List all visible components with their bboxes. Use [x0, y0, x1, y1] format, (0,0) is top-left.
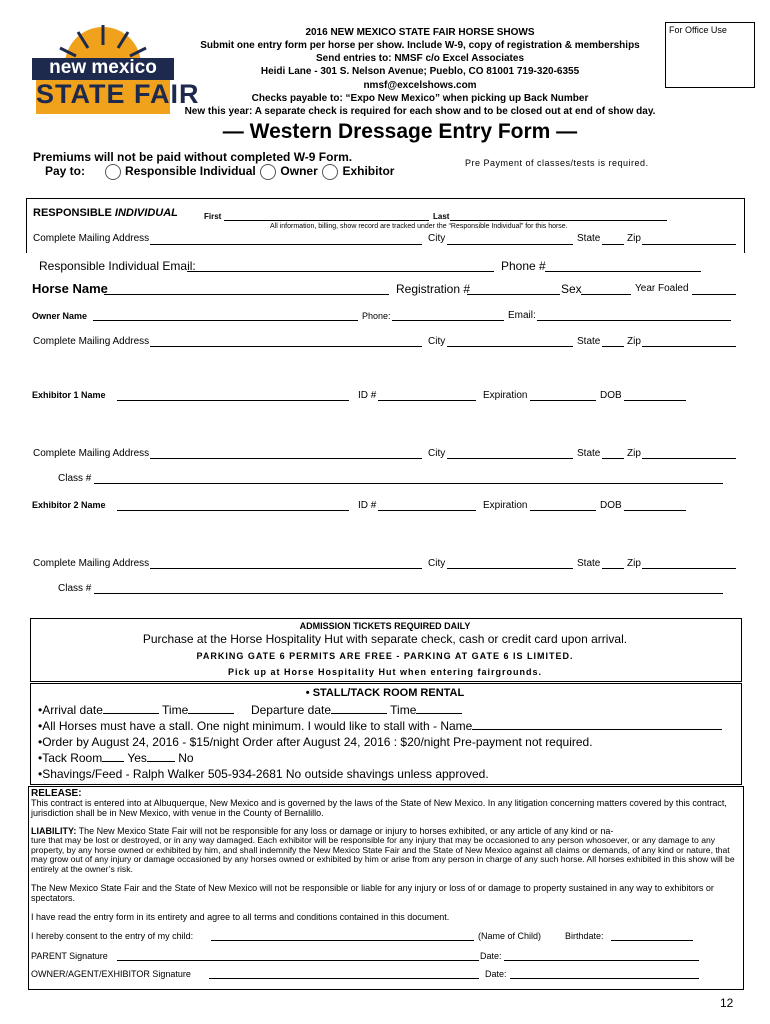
- exhibitor2-expiration-label: Expiration: [483, 500, 528, 511]
- child-name-label: (Name of Child): [478, 931, 542, 941]
- exhibitor2-dob-field[interactable]: [624, 510, 686, 511]
- exhibitor1-mailing-label: Complete Mailing Address: [33, 448, 150, 459]
- page-number: 12: [720, 996, 734, 1010]
- owner-phone-field[interactable]: [392, 320, 504, 321]
- registration-field[interactable]: [467, 294, 560, 295]
- owner-name-field[interactable]: [93, 320, 358, 321]
- birthdate-label: Birthdate:: [565, 931, 604, 941]
- exhibitor2-id-field[interactable]: [378, 510, 476, 511]
- exhibitor1-expiration-field[interactable]: [530, 400, 596, 401]
- exhibitor1-city-field[interactable]: [447, 458, 573, 459]
- release-text: This contract is entered into at Albuquerque, New Mexico and is governed by the laws of the State of New Mexico. In any litigation concerning matters covered by this contract, jurisdiction shall be in New Mexico, with venue in the County of Bernalillo.: [31, 798, 727, 818]
- responsible-label: RESPONSIBLE INDIVIDUAL: [33, 207, 178, 219]
- parent-date-field[interactable]: [504, 960, 699, 961]
- registration-label: Registration #: [396, 282, 471, 296]
- owner-mailing-field[interactable]: [150, 346, 422, 347]
- horse-name-label: Horse Name: [32, 281, 108, 296]
- header-line2: Send entries to: NMSF c/o Excel Associates: [315, 53, 525, 64]
- exhibitor1-mailing-field[interactable]: [150, 458, 422, 459]
- parent-signature-field[interactable]: [117, 960, 479, 961]
- owner-date-label: Date:: [485, 969, 507, 979]
- birthdate-field[interactable]: [611, 940, 693, 941]
- resp-zip-label: Zip: [627, 233, 641, 244]
- resp-mailing-field[interactable]: [150, 244, 422, 245]
- pay-to-exhibitor-label: Exhibitor: [342, 164, 395, 179]
- last-name-field[interactable]: [450, 220, 667, 221]
- arrival-time-field[interactable]: [188, 713, 234, 714]
- exhibitor1-zip-label: Zip: [627, 448, 641, 459]
- liability-line1: LIABILITY: The New Mexico State Fair will not be responsible for any loss or damage or injury to horses exhibited, or any article of any kind or na-: [31, 826, 614, 836]
- owner-mailing-label: Complete Mailing Address: [33, 336, 150, 347]
- liability-text: ture that may be lost or destroyed, or in any way damaged. Each exhibitor will be responsible for any injury that may be occasioned to any person whosoever, or any damage to any property, by any horse owned or exhibited by him, and shall indemnify the New Mexico State Fair and the State of New Mexico against all claims or demands, of any kind or nature, that may grow out of any injury or damage occasioned by any horses owned or exhibited by him or arise from any person in charge of any such horse. All horses exhibited in this show will be entirely at the owner’s risk.: [31, 835, 735, 874]
- admission-line1: Purchase at the Horse Hospitality Hut with separate check, cash or credit card upon arrival.: [142, 632, 628, 646]
- exhibitor2-state-label: State: [577, 558, 601, 569]
- state-liability-text: The New Mexico State Fair and the State of New Mexico will not be responsible or liable for any injury or loss of or damage to property sustained in any way to exhibitors or spectators.: [31, 883, 714, 903]
- prepayment-note: Pre Payment of classes/tests is required.: [465, 158, 649, 168]
- resp-city-label: City: [428, 233, 446, 244]
- owner-city-field[interactable]: [447, 346, 573, 347]
- header-line6: New this year: A separate check is required for each show and to be closed out at end of show day.: [184, 106, 656, 117]
- exhibitor2-city-field[interactable]: [447, 568, 573, 569]
- responsible-note: All information, billing, show record are tracked under the “Responsible Individual” for this horse.: [270, 223, 568, 230]
- office-use-box: [665, 22, 755, 88]
- pay-to-owner-label: Owner: [280, 164, 318, 179]
- owner-phone-label: Phone:: [362, 311, 391, 321]
- resp-phone-label: Phone #: [501, 259, 546, 273]
- first-label: First: [204, 212, 222, 221]
- shavings-note: •Shavings/Feed - Ralph Walker 505-934-2681 No outside shavings unless approved.: [38, 767, 489, 781]
- pay-to-label: Pay to:: [45, 164, 86, 179]
- exhibitor2-name-label: Exhibitor 2 Name: [32, 500, 106, 510]
- resp-zip-field[interactable]: [642, 244, 736, 245]
- owner-date-field[interactable]: [510, 978, 699, 979]
- tack-no-field[interactable]: [147, 761, 175, 762]
- exhibitor1-dob-label: DOB: [600, 390, 622, 401]
- exhibitor2-zip-label: Zip: [627, 558, 641, 569]
- parent-date-label: Date:: [480, 951, 502, 961]
- exhibitor1-class-label: Class #: [58, 473, 92, 484]
- parent-signature-label: PARENT Signature: [31, 951, 108, 961]
- owner-state-label: State: [577, 336, 601, 347]
- resp-email-label: Responsible Individual Email:: [39, 259, 196, 273]
- arrival-date-field[interactable]: [103, 713, 159, 714]
- order-note: •Order by August 24, 2016 - $15/night Order after August 24, 2016 : $20/night Pre-payment not required.: [38, 735, 593, 749]
- logo-text-bottom: STATE FAIR: [36, 79, 200, 109]
- resp-state-label: State: [577, 233, 601, 244]
- owner-email-label: Email:: [508, 310, 536, 321]
- owner-signature-field[interactable]: [209, 978, 479, 979]
- office-use-label: For Office Use: [669, 25, 727, 35]
- exhibitor2-dob-label: DOB: [600, 500, 622, 511]
- exhibitor1-expiration-label: Expiration: [483, 390, 528, 401]
- exhibitor2-name-field[interactable]: [117, 510, 349, 511]
- resp-email-field[interactable]: [187, 271, 494, 272]
- exhibitor2-city-label: City: [428, 558, 446, 569]
- sex-label: Sex: [561, 282, 582, 296]
- horse-name-field[interactable]: [104, 294, 389, 295]
- exhibitor1-name-label: Exhibitor 1 Name: [32, 390, 106, 400]
- pay-to-owner-checkbox[interactable]: [260, 164, 276, 180]
- tack-yes-field[interactable]: [102, 761, 124, 762]
- exhibitor2-zip-field[interactable]: [642, 568, 736, 569]
- exhibitor2-id-label: ID #: [358, 500, 377, 511]
- header-line4: nmsf@excelshows.com: [363, 80, 477, 91]
- exhibitor1-id-label: ID #: [358, 390, 377, 401]
- exhibitor1-class-field[interactable]: [94, 483, 723, 484]
- pay-to-responsible-label: Responsible Individual: [125, 164, 256, 179]
- premiums-note: Premiums will not be paid without completed W-9 Form.: [33, 150, 353, 164]
- sex-field[interactable]: [581, 294, 631, 295]
- header-line3: Heidi Lane - 301 S. Nelson Avenue; Pueblo, CO 81001 719-320-6355: [260, 66, 580, 77]
- exhibitor1-id-field[interactable]: [378, 400, 476, 401]
- pay-to-row: [45, 164, 394, 180]
- admission-line2: PARKING GATE 6 PERMITS ARE FREE - PARKING AT GATE 6 IS LIMITED.: [196, 651, 574, 661]
- owner-email-field[interactable]: [537, 320, 731, 321]
- year-foaled-field[interactable]: [692, 294, 736, 295]
- resp-city-field[interactable]: [447, 244, 573, 245]
- resp-state-field[interactable]: [602, 244, 624, 245]
- owner-state-field[interactable]: [602, 346, 624, 347]
- state-fair-logo: [28, 20, 200, 120]
- last-label: Last: [433, 212, 450, 221]
- exhibitor1-city-label: City: [428, 448, 446, 459]
- pay-to-exhibitor-checkbox[interactable]: [322, 164, 338, 180]
- exhibitor1-name-field[interactable]: [117, 400, 349, 401]
- pay-to-responsible-checkbox[interactable]: [105, 164, 121, 180]
- exhibitor1-zip-field[interactable]: [642, 458, 736, 459]
- exhibitor2-class-field[interactable]: [94, 593, 723, 594]
- admission-line3: Pick up at Horse Hospitality Hut when entering fairgrounds.: [227, 667, 543, 677]
- stall-with-row: •All Horses must have a stall. One night minimum. I would like to stall with - Name: [38, 719, 722, 733]
- header-title: 2016 NEW MEXICO STATE FAIR HORSE SHOWS: [305, 27, 535, 38]
- owner-city-label: City: [428, 336, 446, 347]
- year-foaled-label: Year Foaled: [635, 283, 689, 294]
- exhibitor1-dob-field[interactable]: [624, 400, 686, 401]
- resp-phone-field[interactable]: [545, 271, 701, 272]
- stall-with-name-field[interactable]: [472, 729, 722, 730]
- stall-title: • STALL/TACK ROOM RENTAL: [305, 687, 465, 699]
- owner-zip-field[interactable]: [642, 346, 736, 347]
- header-line1: Submit one entry form per horse per show. Include W-9, copy of registration & memberships: [200, 40, 640, 51]
- exhibitor1-state-label: State: [577, 448, 601, 459]
- release-title: RELEASE:: [31, 788, 82, 799]
- owner-zip-label: Zip: [627, 336, 641, 347]
- header-line5: Checks payable to: “Expo New Mexico” when picking up Back Number: [251, 93, 589, 104]
- exhibitor2-mailing-field[interactable]: [150, 568, 422, 569]
- child-name-field[interactable]: [211, 940, 474, 941]
- admission-title: ADMISSION TICKETS REQUIRED DAILY: [299, 621, 471, 631]
- owner-signature-label: OWNER/AGENT/EXHIBITOR Signature: [31, 969, 191, 979]
- agreement-text: I have read the entry form in its entirety and agree to all terms and conditions contained in this document.: [31, 912, 450, 922]
- tack-room-row: •Tack Room Yes No: [38, 751, 194, 765]
- owner-name-label: Owner Name: [32, 311, 88, 321]
- first-name-field[interactable]: [224, 220, 429, 221]
- logo-text-top: new mexico: [49, 57, 157, 78]
- exhibitor2-state-field[interactable]: [602, 568, 624, 569]
- arrival-row: •Arrival date Time Departure date Time: [38, 703, 462, 717]
- resp-mailing-label: Complete Mailing Address: [33, 233, 150, 244]
- bullet-icon: •: [305, 687, 313, 699]
- departure-date-field[interactable]: [331, 713, 387, 714]
- exhibitor1-state-field[interactable]: [602, 458, 624, 459]
- departure-time-field[interactable]: [416, 713, 462, 714]
- exhibitor2-expiration-field[interactable]: [530, 510, 596, 511]
- consent-label: I hereby consent to the entry of my child:: [31, 931, 194, 941]
- exhibitor2-class-label: Class #: [58, 583, 92, 594]
- exhibitor2-mailing-label: Complete Mailing Address: [33, 558, 150, 569]
- form-title: — Western Dressage Entry Form —: [222, 120, 578, 143]
